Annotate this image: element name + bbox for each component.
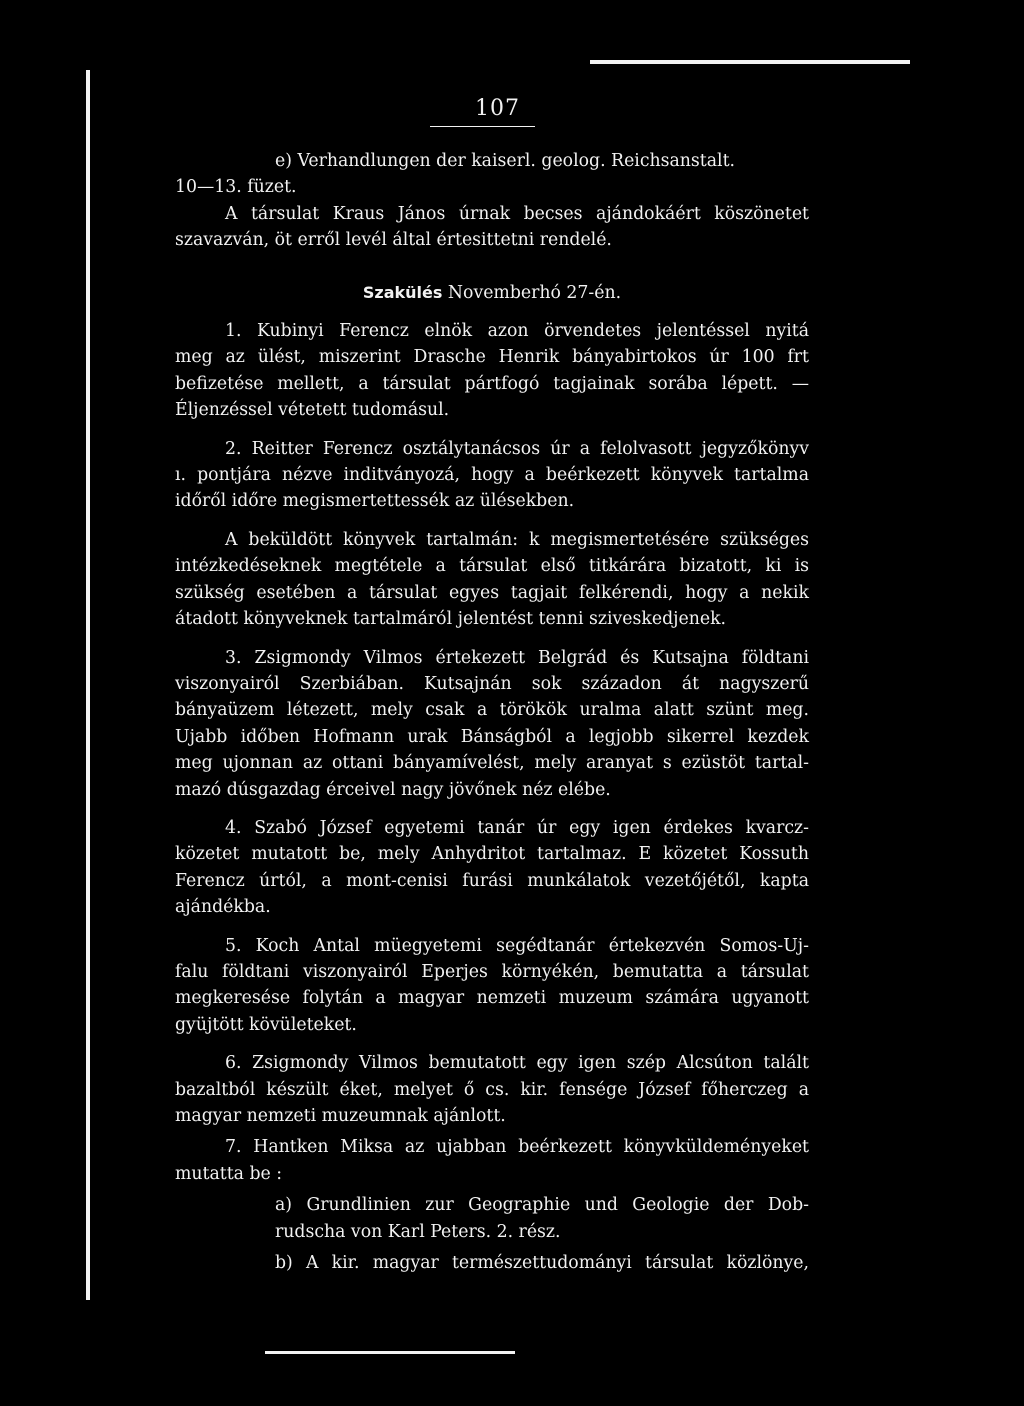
heading-label: Szakülés <box>362 282 443 302</box>
text-line: megkeresése folytán a magyar nemzeti muzeum számára ugyanott <box>175 988 809 1009</box>
text-line: 7. Hantken Miksa az ujabban beérkezett könyvküldeményeket <box>225 1137 809 1158</box>
text-line: átadott könyveknek tartalmáról jelentést tenni sziveskedjenek. <box>175 609 727 630</box>
text-line: falu földtani viszonyairól Eperjes környékén, bemutatta a társulat <box>175 961 809 982</box>
bottom-rule <box>265 1351 515 1354</box>
text-line: 2. Reitter Ferencz osztálytanácsos úr a felolvasott jegyzőkönyv <box>225 438 809 459</box>
text-line: mazó dúsgazdag érceivel nagy jövőnek néz elébe. <box>175 779 611 800</box>
text-line: A társulat Kraus János úrnak becses ajándokáért köszönetet <box>225 203 809 224</box>
text-line: A beküldött könyvek tartalmán: k megismertetésére szükséges <box>225 529 809 550</box>
text-line: bányaüzem létezett, mely csak a törökök uralma alatt szünt meg. <box>175 700 809 721</box>
text-line: Ujabb időben Hofmann urak Bánságból a legjobb sikerrel kezdek <box>175 726 809 747</box>
text-line: magyar nemzeti muzeumnak ajánlott. <box>175 1106 506 1126</box>
text-line: Ferencz úrtól, a mont-cenisi furási munkálatok vezetőjétől, kapta <box>175 870 809 891</box>
text-line: meg az ülést, miszerint Drasche Henrik bányabirtokos úr 100 frt <box>175 347 809 368</box>
text-line: meg ujonnan az ottani bányamívelést, mely aranyat s ezüstöt tartal- <box>175 753 809 774</box>
page-number-rule <box>430 126 535 127</box>
text-line: mutatta be : <box>175 1163 283 1184</box>
text-line: gyüjtött kövületeket. <box>175 1014 357 1035</box>
text-line: bazaltból készült éket, melyet ő cs. kir. fensége József főherczeg a <box>175 1079 809 1100</box>
text-line: közetet mutatott be, mely Anhydritot tartalmaz. E közetet Kossuth <box>175 844 809 865</box>
text-line: 5. Koch Antal müegyetemi segédtanár értekezvén Somos-Uj- <box>225 935 809 956</box>
text-line: 4. Szabó József egyetemi tanár úr egy igen érdekes kvarcz- <box>225 817 809 838</box>
session-heading <box>175 280 809 306</box>
page-left-edge <box>86 70 90 1300</box>
text-line: 1. Kubinyi Ferencz elnök azon örvendetes jelentéssel nyitá <box>225 321 809 342</box>
text-line: viszonyairól Szerbiában. Kutsajnán sok századon át nagyszerű <box>175 673 809 694</box>
body-text <box>175 148 809 1276</box>
top-rule <box>590 60 910 64</box>
heading-date: Novemberhó 27-én. <box>447 282 622 303</box>
text-line: szükség esetében a társulat egyes tagjait felkérendi, hogy a nekik <box>175 582 809 603</box>
text-line: 10—13. füzet. <box>175 177 297 198</box>
text-line: 6. Zsigmondy Vilmos bemutatott egy igen szép Alcsúton talált <box>225 1053 809 1074</box>
text-line: intézkedéseknek megtétele a társulat első titkárára bizatott, ki is <box>175 556 809 577</box>
text-line: befizetése mellett, a társulat pártfogó tagjainak sorába lépett. — <box>175 373 809 394</box>
text-line: szavazván, öt erről levél által értesittetni rendelé. <box>175 230 612 251</box>
text-line: Éljenzéssel vétetett tudomásul. <box>175 400 450 421</box>
text-line: e) Verhandlungen der kaiserl. geolog. Reichsanstalt. <box>275 151 736 171</box>
text-line: 3. Zsigmondy Vilmos értekezett Belgrád és Kutsajna földtani <box>225 647 809 668</box>
text-line: ajándékba. <box>175 897 271 918</box>
page-number: 107 <box>475 96 520 121</box>
list-item: b) A kir. magyar természettudományi társulat közlönye, <box>275 1253 809 1274</box>
text-line: ı. pontjára nézve inditványozá, hogy a beérkezett könyvek tartalma <box>175 465 809 486</box>
list-item: a) Grundlinien zur Geographie und Geologie der Dob- <box>275 1195 809 1216</box>
text-line: időről időre megismertettessék az ülésekben. <box>175 491 575 512</box>
list-item-continuation: rudscha von Karl Peters. 2. rész. <box>275 1221 561 1242</box>
